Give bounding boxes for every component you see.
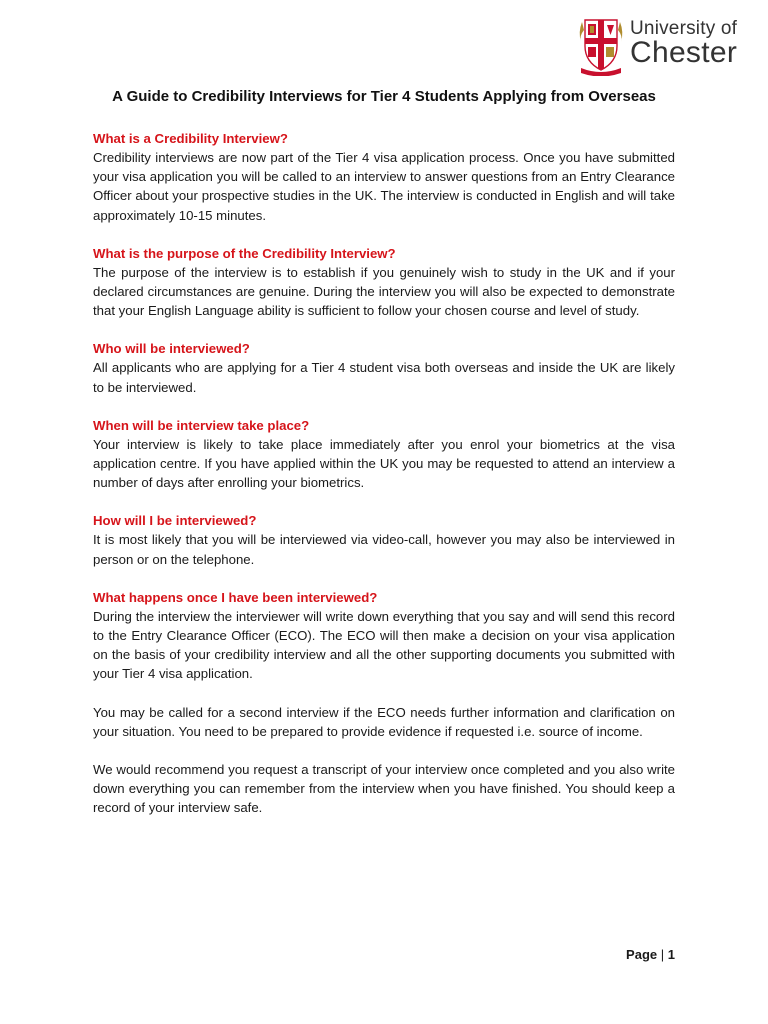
page-number-value: 1: [667, 947, 675, 962]
section-heading: When will be interview take place?: [93, 417, 310, 433]
section-paragraph: It is most likely that you will be interviewed via video-call, however you may also be interviewed in person or on the telephone.: [93, 532, 675, 567]
section-paragraph: We would recommend you request a transcript of your interview once completed and you also write down everything you can remember from the interview when you have finished. You should keep a record of your interview safe.: [93, 762, 675, 816]
section-paragraph: You may be called for a second interview if the ECO needs further information and clarification on your situation. You need to be prepared to provide evidence if requested i.e. source of income.: [93, 704, 675, 739]
section-paragraph: Credibility interviews are now part of the Tier 4 visa application process. Once you have submitted your visa application you will be called to an interview to answer questions from an Entry Clearance Officer about your prospective studies in the UK. The interview is conducted in English and will take approximately 10-15 minutes.: [93, 150, 675, 223]
section-when: [93, 416, 675, 493]
section-how: [93, 511, 675, 568]
document-body: [93, 129, 675, 837]
section-heading: What is the purpose of the Credibility Interview?: [93, 245, 396, 261]
section-heading: How will I be interviewed?: [93, 513, 257, 529]
section-paragraph: All applicants who are applying for a Tier 4 student visa both overseas and inside the UK are likely to be interviewed.: [93, 360, 675, 395]
section-purpose: [93, 244, 675, 321]
section-paragraph: The purpose of the interview is to establish if you genuinely wish to study in the UK and if your declared circumstances are genuine. During the interview you will also be expected to demonstrate that your English Language ability is sufficient to follow your chosen course and level of study.: [93, 264, 675, 319]
page-label: Page: [626, 947, 658, 962]
section-who: [93, 339, 675, 396]
page-separator: |: [660, 947, 665, 962]
section-after: [93, 588, 675, 818]
logo-text-line2: Chester: [630, 36, 738, 69]
logo-text-line1: University of: [630, 18, 738, 39]
section-what-is: [93, 129, 675, 225]
page-number: [626, 947, 675, 962]
university-logo: [578, 16, 748, 76]
section-paragraph: Your interview is likely to take place immediately after you enrol your biometrics at the visa application centre. If you have applied within the UK you may be requested to attend an interview a number of days after enrolling your biometrics.: [93, 436, 675, 491]
section-paragraph: During the interview the interviewer will write down everything that you say and will send this record to the Entry Clearance Officer (ECO). The ECO will then make a decision on your visa application on the basis of your credibility interview and all the other supporting documents you submitted with your Tier 4 visa application.: [93, 608, 675, 682]
section-heading: What is a Credibility Interview?: [93, 131, 288, 146]
crest-icon: [578, 16, 624, 76]
section-heading: What happens once I have been interviewed?: [93, 589, 378, 605]
document-title: A Guide to Credibility Interviews for Tier 4 Students Applying from Overseas: [112, 88, 656, 105]
section-heading: Who will be interviewed?: [93, 341, 250, 357]
